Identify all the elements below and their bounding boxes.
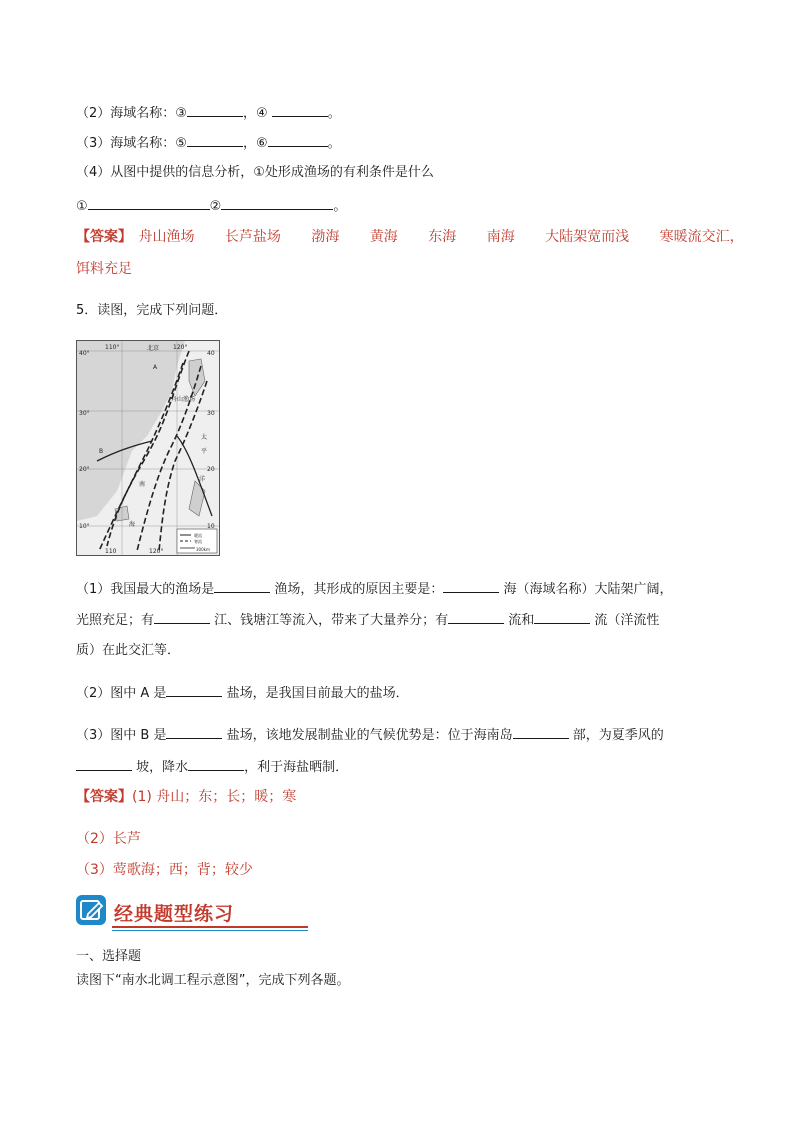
lon-label: 120° [173, 344, 188, 351]
q5-answer-3: （3）莺歌海；西；背；较少 [76, 862, 253, 878]
legend-label: 寒流 [194, 539, 202, 544]
q5-stem: 5．读图，完成下列问题． [76, 303, 228, 318]
lat-label: 10 [207, 523, 215, 530]
pencil-icon [76, 895, 106, 925]
ocean-current-map [76, 340, 220, 556]
blank [76, 758, 132, 771]
blank [166, 726, 222, 739]
place-label: B [99, 448, 104, 455]
lat-label: 20° [79, 466, 90, 473]
lon-label: 110 [105, 548, 117, 555]
q5-answer-1: 【答案】(1) 舟山；东；长；暖；寒 [76, 789, 297, 805]
q4-line-4: （4）从图中提供的信息分析，①处形成渔场的有利条件是什么 [76, 165, 434, 180]
q5-sub1-line2: 光照充足；有 江、钱塘江等流入，带来了大量养分；有 流和 流（洋流性 [76, 613, 660, 628]
lon-label: 120° [149, 548, 164, 555]
blank [214, 580, 270, 593]
place-label: 舟山渔场 [171, 396, 196, 403]
place-label: 南 [139, 481, 146, 488]
title-underline [112, 926, 308, 928]
blank [513, 726, 569, 739]
lat-label: 40° [79, 350, 90, 357]
q5-sub2: （2）图中 A 是 盐场，是我国目前最大的盐场． [76, 686, 409, 701]
blank [448, 611, 504, 624]
section-header [76, 895, 236, 931]
blank [221, 197, 333, 210]
place-label: 北京 [147, 345, 160, 352]
blank [88, 197, 210, 210]
lat-label: 30 [207, 410, 215, 417]
map-graphic [77, 341, 219, 555]
q4-answer-tail: 饵料充足 [76, 261, 132, 277]
title-underline-2 [112, 930, 308, 931]
q5-sub3-line2: 坡，降水 ，利于海盐晒制． [76, 758, 348, 777]
q4-line-3: （3）海域名称：⑤ ，⑥ 。 [76, 136, 341, 151]
q5-sub1-line1: （1）我国最大的渔场是 渔场，其形成的原因主要是： 海（海域名称）大陆架广阔， [76, 582, 673, 597]
legend-label: 暖流 [194, 533, 202, 538]
blank [187, 134, 243, 147]
blank [187, 104, 243, 117]
blank [272, 104, 328, 117]
q5-answer-2: （2）长芦 [76, 831, 141, 847]
legend-label: 300km [196, 547, 210, 552]
q4-answer: 【答案】 舟山渔场 长芦盐场 渤海 黄海 东海 南海 大陆架宽而浅 寒暖流交汇， [76, 229, 744, 245]
blank [443, 580, 499, 593]
choice-heading: 一、选择题 [76, 949, 142, 964]
lat-label: 30° [79, 410, 90, 417]
q4-line-2: （2）海域名称：③ ，④ 。 [76, 106, 341, 121]
place-label: 洋 [199, 476, 206, 483]
lat-label: 10° [79, 523, 90, 530]
place-label: 平 [201, 448, 208, 455]
place-label: A [153, 364, 158, 371]
place-label: 太 [201, 434, 208, 441]
q5-sub1-line3: 质）在此交汇等． [76, 643, 181, 658]
place-label: 海 [129, 521, 136, 528]
blank [268, 134, 328, 147]
lon-label: 110° [105, 344, 120, 351]
lat-label: 40 [207, 350, 215, 357]
blank [534, 611, 590, 624]
blank [154, 611, 210, 624]
blank [188, 758, 244, 771]
q5-sub3-line1: （3）图中 B 是 盐场，该地发展制盐业的气候优势是：位于海南岛 部，为夏季风的 [76, 728, 664, 743]
section-title: 经典题型练习 [114, 903, 235, 925]
q4-line-5: ① ② 。 [76, 199, 347, 214]
choice-stem: 读图下“南水北调工程示意图”，完成下列各题。 [76, 973, 350, 988]
blank [166, 684, 222, 697]
lat-label: 20 [207, 466, 215, 473]
